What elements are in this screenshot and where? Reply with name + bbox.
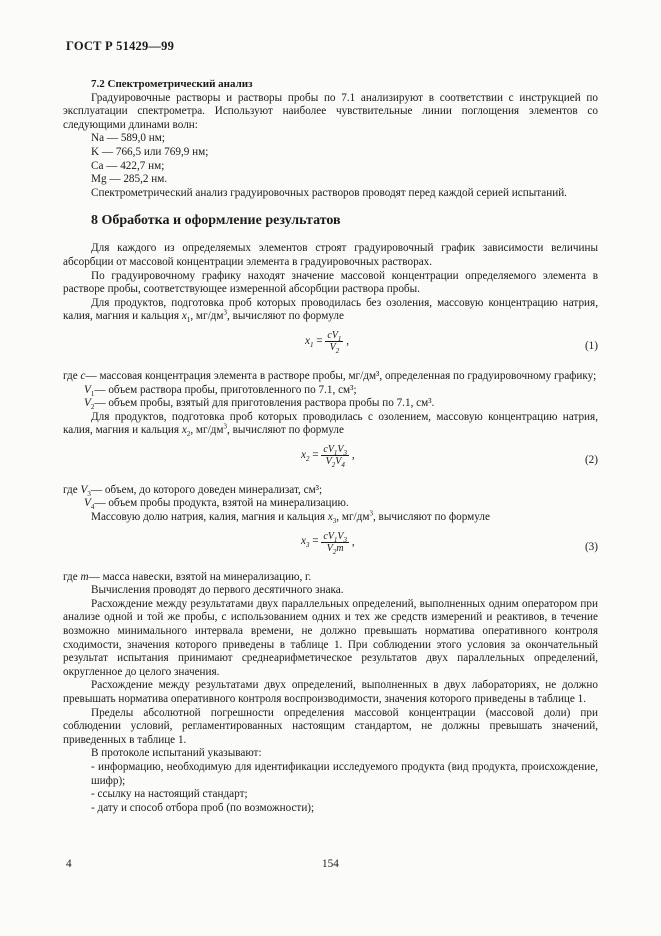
paragraph: Массовую долю натрия, калия, магния и кальция $x_3$, $мг/дм^3$, вычисляют по формуле [91, 509, 490, 526]
list-item: - информацию, необходимую для идентификации исследуемого продукта (вид продукта, происхождение, шифр); [91, 760, 598, 787]
paragraph: В протоколе испытаний указывают: [91, 747, 262, 760]
paragraph: Расхождение между результатами двух параллельных определений, выполненных одним оператором при анализе одной и той же пробы, с использованием одних и тех же средств измерений и реактивов, в течение возможно минимального интервала времени, не должно превышать норматива оперативного контроля сходимости, значения которого приведены в таблице 1. При соблюдении этого условия за окончательный результат испытания принимают среднеарифметическое результатов двух параллельных определений, округленное до целого значения. [63, 597, 598, 678]
definition-v1: $V_1$ — объем раствора пробы, приготовленного по 7.1, см³; [84, 383, 357, 398]
definition-v4: $V_4$ — объем пробы продукта, взятой на минерализацию. [84, 497, 349, 512]
page-number: 4 [66, 858, 72, 870]
fraction: $\frac{cV_1}{V_2}$ [327, 329, 342, 355]
paragraph: Пределы абсолютной погрешности определения массовой концентрации (массовой доли) при соблюдении условий, регламентированных настоящим стандартом, не должны превышать значений, приведенных в таблице 1. [63, 706, 598, 746]
paragraph: Для продуктов, подготовка проб которых проводилась без озоления, массовую концентрацию натрия, калия, магния и кальция $x_1$, $мг/дм^3$, вычисляют по формуле [63, 296, 598, 325]
definition-m: где m — масса навески, взятой на минерализацию, г. [63, 570, 312, 583]
paragraph: Расхождение между результатами двух определений, выполненных в двух лабораториях, не должно превышать норматива оперативного контроля воспроизводимости, значения которого приведены в таблице 1. [63, 679, 598, 705]
formula-lhs: $x_3$ = [301, 535, 319, 550]
wavelength-item: Mg — 285,2 нм. [91, 173, 168, 186]
section-7-2-heading: 7.2 Спектрометрический анализ [91, 78, 253, 90]
formula-lhs: $x_1$ = [305, 334, 323, 349]
formula-lhs: $x_2$ = [301, 448, 319, 463]
fraction: $\frac{cV_1V_3}{V_2m}$ [323, 530, 348, 556]
wavelength-item: Ca — 422,7 нм; [91, 159, 165, 172]
sheet-number: 154 [322, 858, 339, 870]
definition-c: где c — массовая концентрация элемента в растворе пробы, мг/дм³, определенная по градуировочному графику; [63, 369, 597, 382]
section-8-heading: 8 Обработка и оформление результатов [91, 213, 341, 229]
formula-1: $x_1$ = $\frac{cV_1}{V_2}$ , (1) [305, 329, 598, 355]
formula-3: $x_3$ = $\frac{cV_1V_3}{V_2m}$ , (3) [301, 530, 598, 556]
wavelength-item: K — 766,5 или 769,9 нм; [91, 145, 209, 158]
section-7-2-closing: Спектрометрический анализ градуировочных растворов проводят перед каждой серией испытаний. [91, 186, 567, 199]
equation-number: (2) [584, 453, 598, 466]
paragraph: Для продуктов, подготовка проб которых проводилась с озолением, массовую концентрацию натрия, калия, магния и кальция $x_2$, $мг/дм^3$, вычисляют по формуле [63, 410, 598, 439]
fraction: $\frac{cV_1V_3}{V_2V_4}$ [323, 443, 348, 469]
wavelength-item: Na — 589,0 нм; [91, 132, 165, 145]
equation-number: (3) [584, 540, 598, 553]
paragraph: Для каждого из определяемых элементов строят градуировочный график зависимости величины абсорбции от массовой концентрации элемента в градуировочных растворах. [63, 242, 598, 268]
section-7-2-paragraph: Градуировочные растворы и растворы пробы по 7.1 анализируют в соответствии с инструкцией по эксплуатации спектрометра. Используют наиболее чувствительные линии поглощения элементов со следующими длинами волн: [63, 91, 598, 131]
list-item: - ссылку на настоящий стандарт; [91, 788, 248, 801]
paragraph: По градуировочному графику находят значение массовой концентрации определяемого элемента в растворе пробы, соответствующее измеренной абсорбции раствора пробы. [63, 269, 598, 296]
document-code: ГОСТ Р 51429—99 [66, 39, 175, 53]
page-content [63, 78, 598, 815]
definition-v3: где $V_3$ — объем, до которого доведен минерализат, см³; [63, 483, 323, 499]
paragraph: Вычисления проводят до первого десятичного знака. [91, 584, 344, 597]
definition-v2: $V_2$ — объем пробы, взятый для приготовления раствора пробы по 7.1, см³. [84, 397, 435, 412]
list-item: - дату и способ отбора проб (по возможности); [91, 801, 315, 814]
equation-number: (1) [584, 339, 598, 352]
formula-2: $x_2$ = $\frac{cV_1V_3}{V_2V_4}$ , (2) [301, 443, 598, 469]
